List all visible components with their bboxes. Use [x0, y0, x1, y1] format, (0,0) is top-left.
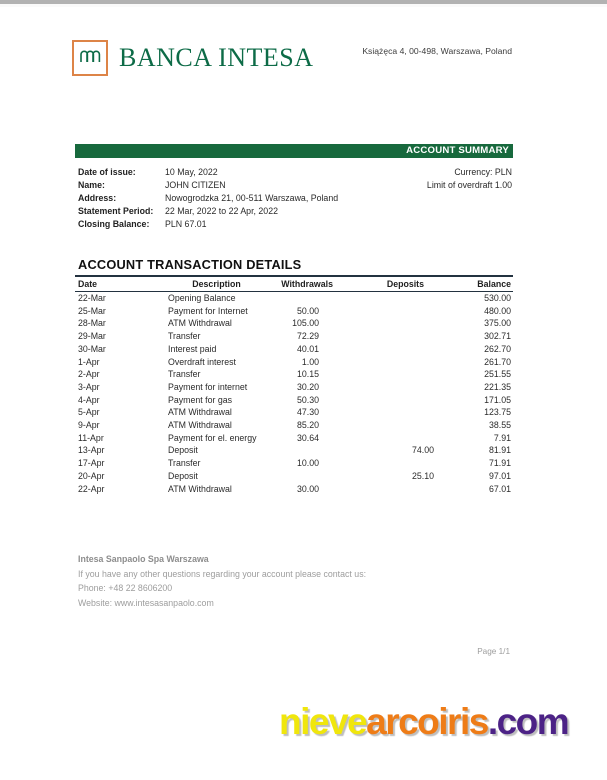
table-row	[75, 394, 513, 407]
account-summary-bar: ACCOUNT SUMMARY	[75, 144, 513, 158]
cell-deposits	[341, 419, 434, 432]
summary-field-row	[78, 218, 338, 231]
transactions-table	[75, 277, 513, 495]
summary-field-value: 22 Mar, 2022 to 22 Apr, 2022	[165, 206, 278, 216]
cell-withdrawals: 30.64	[296, 432, 319, 443]
watermark-part2: arcoiris	[366, 701, 488, 742]
summary-field-label: Closing Balance:	[78, 219, 150, 229]
currency-value: Currency: PLN	[454, 167, 512, 177]
cell-withdrawals: 10.15	[296, 369, 319, 380]
cell-date: 25-Mar	[78, 305, 106, 316]
cell-balance: 171.05	[484, 394, 511, 405]
cell-description: Opening Balance	[168, 293, 236, 303]
cell-deposits	[341, 406, 434, 419]
cell-balance: 221.35	[484, 381, 511, 392]
cell-balance: 38.55	[488, 420, 511, 431]
summary-field-row	[78, 205, 338, 218]
cell-date: 22-Apr	[78, 483, 105, 494]
cell-balance: 67.01	[488, 483, 511, 494]
table-row	[75, 419, 513, 432]
cell-withdrawals: 30.20	[296, 381, 319, 392]
summary-field-label: Address:	[78, 193, 117, 203]
transaction-details-section	[75, 257, 513, 495]
summary-field-value: PLN 67.01	[165, 219, 207, 229]
table-row	[75, 483, 513, 496]
cell-withdrawals: 72.29	[296, 331, 319, 342]
cell-balance: 480.00	[484, 305, 511, 316]
bank-logo	[72, 40, 108, 76]
cell-withdrawals: 30.00	[296, 483, 319, 494]
footer	[78, 552, 366, 610]
cell-deposits	[341, 343, 434, 356]
cell-withdrawals: 105.00	[292, 318, 319, 329]
cell-description: Payment for el. energy	[168, 432, 257, 443]
cell-withdrawals: 10.00	[296, 458, 319, 469]
cell-balance: 71.91	[488, 458, 511, 469]
cell-description: Overdraft interest	[168, 356, 236, 367]
summary-field-label: Name:	[78, 180, 105, 190]
table-row	[75, 470, 513, 483]
cell-balance: 261.70	[484, 356, 511, 367]
cell-withdrawals: 85.20	[296, 420, 319, 431]
summary-field-value: 10 May, 2022	[165, 167, 218, 177]
cell-date: 3-Apr	[78, 381, 100, 392]
cell-description: Interest paid	[168, 343, 217, 354]
summary-right	[427, 166, 512, 192]
cell-description: Payment for gas	[168, 394, 233, 405]
table-row	[75, 305, 513, 318]
cell-description: ATM Withdrawal	[168, 318, 232, 329]
watermark-part1: nieve	[279, 701, 367, 742]
cell-date: 22-Mar	[78, 293, 106, 303]
cell-balance: 81.91	[488, 445, 511, 456]
cell-deposits	[341, 394, 434, 407]
cell-date: 29-Mar	[78, 331, 106, 342]
cell-withdrawals: 50.30	[296, 394, 319, 405]
column-header-description: Description	[165, 277, 268, 292]
cell-balance: 530.00	[484, 293, 511, 303]
column-header-deposits: Deposits	[341, 277, 434, 292]
cell-description: Deposit	[168, 445, 198, 456]
cell-deposits	[341, 457, 434, 470]
cell-description: Payment for internet	[168, 381, 248, 392]
cell-deposits	[341, 330, 434, 343]
cell-withdrawals: 50.00	[296, 305, 319, 316]
footer-contact-note: If you have any other questions regarding your account please contact us:	[78, 568, 367, 579]
cell-balance: 375.00	[484, 318, 511, 329]
bank-address: Książęca 4, 00-498, Warszawa, Poland	[362, 46, 512, 56]
cell-date: 28-Mar	[78, 318, 106, 329]
cell-date: 11-Apr	[78, 432, 104, 443]
cell-withdrawals	[268, 292, 341, 305]
cell-deposits: 25.10	[411, 470, 434, 481]
transaction-details-title: ACCOUNT TRANSACTION DETAILS	[75, 257, 513, 277]
cell-description: Payment for Internet	[168, 305, 248, 316]
cell-deposits	[341, 356, 434, 369]
cell-description: Transfer	[168, 331, 201, 342]
table-row	[75, 457, 513, 470]
cell-deposits	[341, 305, 434, 318]
summary-field-row	[78, 179, 338, 192]
cell-deposits	[341, 292, 434, 305]
cell-balance: 123.75	[484, 407, 511, 418]
table-row	[75, 444, 513, 457]
cell-withdrawals	[268, 444, 341, 457]
table-row	[75, 381, 513, 394]
watermark	[279, 703, 568, 740]
cell-deposits	[341, 368, 434, 381]
summary-field-row	[78, 192, 338, 205]
scan-top-edge-shade	[0, 4, 607, 7]
cell-withdrawals: 1.00	[301, 356, 319, 367]
overdraft-limit: Limit of overdraft 1.00	[426, 180, 512, 190]
transactions-body	[75, 292, 513, 496]
cell-withdrawals	[268, 470, 341, 483]
table-row	[75, 406, 513, 419]
bank-header	[72, 40, 314, 76]
table-header-row	[75, 277, 513, 292]
cell-description: Transfer	[168, 369, 201, 380]
footer-phone: Phone: +48 22 8606200	[78, 583, 173, 594]
page-number: Page 1/1	[477, 647, 510, 656]
cell-date: 2-Apr	[78, 369, 100, 380]
summary-field-row	[78, 166, 338, 179]
cell-date: 4-Apr	[78, 394, 100, 405]
column-header-date: Date	[75, 277, 165, 292]
summary-field-label: Statement Period:	[78, 206, 154, 216]
summary-field-label: Date of issue:	[78, 167, 136, 177]
cell-date: 30-Mar	[78, 343, 106, 354]
column-header-balance: Balance	[434, 277, 513, 292]
table-row	[75, 292, 513, 305]
summary-field-value: JOHN CITIZEN	[165, 180, 226, 190]
cell-balance: 97.01	[488, 470, 511, 481]
footer-website: Website: www.intesasanpaolo.com	[78, 597, 214, 608]
cell-deposits	[341, 432, 434, 445]
table-row	[75, 343, 513, 356]
table-row	[75, 330, 513, 343]
cell-date: 5-Apr	[78, 407, 100, 418]
cell-balance: 7.91	[493, 432, 511, 443]
cell-deposits	[341, 381, 434, 394]
cell-description: ATM Withdrawal	[168, 420, 232, 431]
cell-date: 9-Apr	[78, 420, 100, 431]
summary-field-value: Nowogrodzka 21, 00-511 Warszawa, Poland	[165, 193, 339, 203]
cell-description: Transfer	[168, 458, 201, 469]
cell-withdrawals: 40.01	[296, 343, 319, 354]
table-row	[75, 368, 513, 381]
cell-description: ATM Withdrawal	[168, 407, 232, 418]
table-row	[75, 356, 513, 369]
cell-description: Deposit	[168, 470, 198, 481]
table-row	[75, 432, 513, 445]
cell-date: 1-Apr	[78, 356, 100, 367]
cell-deposits	[341, 483, 434, 496]
footer-company: Intesa Sanpaolo Spa Warszawa	[78, 554, 209, 564]
bank-logo-text: BANCA INTESA	[119, 43, 314, 72]
cell-deposits	[341, 317, 434, 330]
cell-balance: 262.70	[484, 343, 511, 354]
cell-date: 20-Apr	[78, 470, 105, 481]
summary-fields	[78, 166, 338, 231]
watermark-part3: .com	[487, 701, 569, 742]
bank-arches-icon	[76, 42, 104, 75]
cell-balance: 302.71	[484, 331, 511, 342]
cell-withdrawals: 47.30	[296, 407, 319, 418]
table-row	[75, 317, 513, 330]
cell-deposits: 74.00	[411, 445, 434, 456]
cell-balance: 251.55	[484, 369, 511, 380]
column-header-withdrawals: Withdrawals	[268, 277, 341, 292]
cell-date: 13-Apr	[78, 445, 105, 456]
cell-date: 17-Apr	[78, 458, 105, 469]
cell-description: ATM Withdrawal	[168, 483, 232, 494]
